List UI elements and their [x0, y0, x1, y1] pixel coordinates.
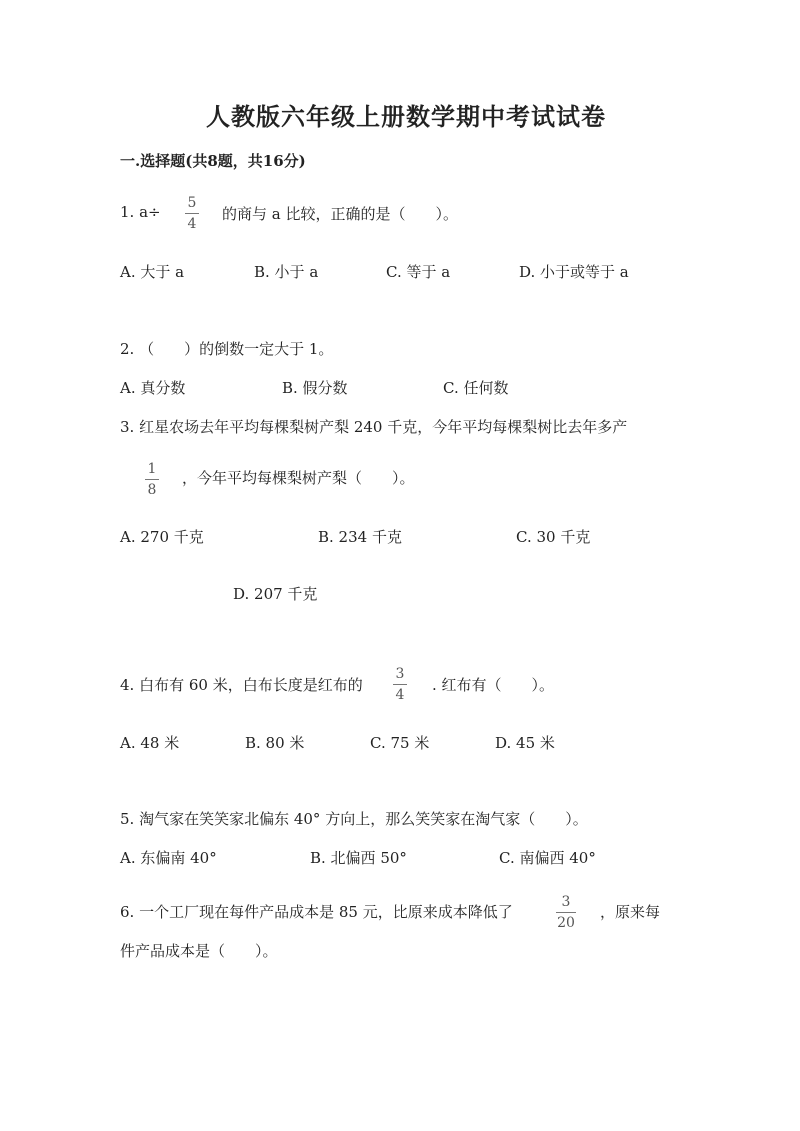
fraction-denominator: 4 [395, 687, 405, 703]
question-4-option-b: B. 80 米 [245, 734, 305, 752]
question-6-line-2: 件产品成本是（ ）。 [120, 942, 278, 960]
question-1-option-c: C. 等于 a [386, 263, 451, 281]
question-2-option-c: C. 任何数 [443, 379, 509, 397]
question-3-line-2: ，今年平均每棵梨树产梨（ ）。 [182, 469, 415, 487]
question-6-line-1-start: 6. 一个工厂现在每件产品成本是 85 元，比原来成本降低了 [120, 903, 513, 921]
fraction-bar [556, 912, 576, 913]
question-4-stem-start: 4. 白布有 60 米，白布长度是红布的 [120, 676, 363, 694]
question-1-option-a: A. 大于 a [120, 263, 185, 281]
question-1-fraction [185, 196, 199, 231]
question-5-stem: 5. 淘气家在笑笑家北偏东 40° 方向上，那么笑笑家在淘气家（ ）。 [120, 810, 588, 828]
question-5-option-a: A. 东偏南 40° [120, 849, 217, 867]
question-2-option-b: B. 假分数 [282, 379, 348, 397]
page-title: 人教版六年级上册数学期中考试试卷 [206, 102, 606, 131]
question-3-option-c: C. 30 千克 [516, 528, 591, 546]
question-1-stem-start: 1. a÷ [120, 203, 161, 221]
fraction-numerator: 1 [147, 461, 157, 477]
question-3-option-b: B. 234 千克 [318, 528, 402, 546]
question-4-option-d: D. 45 米 [495, 734, 555, 752]
question-4-fraction [393, 667, 407, 702]
question-2-stem: 2. （ ）的倒数一定大于 1。 [120, 340, 334, 358]
question-3-line-1: 3. 红星农场去年平均每棵梨树产梨 240 千克，今年平均每棵梨树比去年多产 [120, 418, 628, 436]
question-3-fraction [145, 462, 159, 497]
fraction-numerator: 3 [561, 894, 571, 910]
fraction-denominator: 20 [557, 915, 575, 931]
question-1-stem-end: 的商与 a 比较，正确的是（ ）。 [222, 205, 458, 223]
section-heading: 一.选择题(共8题，共16分) [120, 152, 306, 170]
question-1-option-d: D. 小于或等于 a [519, 263, 629, 281]
question-6-fraction [556, 895, 576, 930]
fraction-denominator: 8 [147, 482, 157, 498]
fraction-bar [393, 684, 407, 685]
question-4-option-c: C. 75 米 [370, 734, 430, 752]
question-4-option-a: A. 48 米 [120, 734, 180, 752]
question-6-line-1-end: ，原来每 [600, 903, 661, 921]
question-2-option-a: A. 真分数 [120, 379, 186, 397]
fraction-numerator: 3 [395, 666, 405, 682]
question-5-option-c: C. 南偏西 40° [499, 849, 596, 867]
question-3-option-d: D. 207 千克 [233, 585, 318, 603]
question-4-stem-end: . 红布有（ ）。 [432, 676, 555, 694]
fraction-numerator: 5 [187, 195, 197, 211]
question-3-option-a: A. 270 千克 [120, 528, 204, 546]
fraction-bar [145, 479, 159, 480]
question-5-option-b: B. 北偏西 50° [310, 849, 407, 867]
question-1-option-b: B. 小于 a [254, 263, 319, 281]
fraction-bar [185, 213, 199, 214]
fraction-denominator: 4 [187, 216, 197, 232]
